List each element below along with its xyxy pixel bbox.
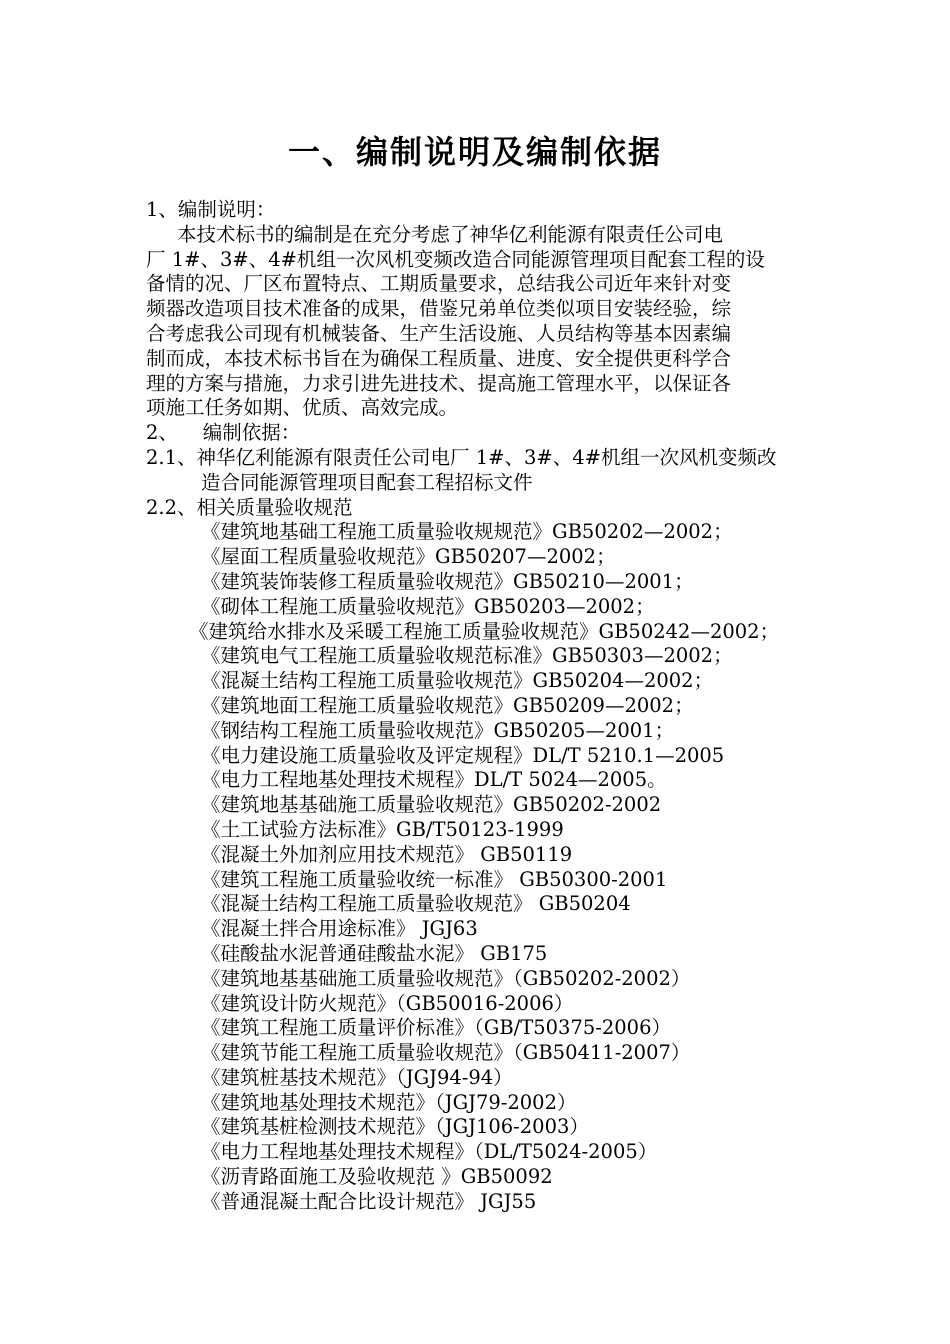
standard-item: 《建筑地面工程施工质量验收规范》GB50209—2002；	[201, 693, 694, 717]
paragraph-line: 厂 1#、3#、4#机组一次风机变频改造合同能源管理项目配套工程的设	[146, 247, 765, 271]
standard-item: 《建筑基桩检测技术规范》（JGJ106-2003）	[201, 1115, 589, 1139]
standard-item: 《建筑设计防火规范》（GB50016-2006）	[201, 991, 574, 1015]
paragraph-line: 项施工任务如期、优质、高效完成。	[146, 396, 459, 420]
standard-item: 《钢结构工程施工质量验收规范》GB50205—2001；	[201, 718, 675, 742]
standard-item: 《建筑节能工程施工质量验收规范》（GB50411-2007）	[201, 1041, 691, 1065]
standard-item: 《建筑给水排水及采暖工程施工质量验收规范》GB50242—2002；	[189, 619, 780, 643]
item-2-1-line: 造合同能源管理项目配套工程招标文件	[201, 470, 533, 494]
page-title: 一、编制说明及编制依据	[287, 133, 662, 171]
paragraph-line: 频器改造项目技术准备的成果，借鉴兄弟单位类似项目安装经验，综	[146, 297, 732, 321]
paragraph-line: 备情的况、厂区布置特点、工期质量要求，总结我公司近年来针对变	[146, 272, 732, 296]
standard-item: 《建筑桩基技术规范》（JGJ94-94）	[201, 1065, 513, 1089]
standard-item: 《建筑工程施工质量评价标准》（GB/T50375-2006）	[201, 1016, 671, 1040]
paragraph-line: 本技术标书的编制是在充分考虑了神华亿利能源有限责任公司电	[177, 222, 724, 246]
standard-item: 《电力工程地基处理技术规程》（DL/T5024-2005）	[201, 1140, 658, 1164]
standard-item: 《普通混凝土配合比设计规范》 JGJ55	[201, 1189, 537, 1213]
paragraph-line: 理的方案与措施，力求引进先进技术、提高施工管理水平，以保证各	[146, 371, 732, 395]
standard-item: 《混凝土外加剂应用技术规范》 GB50119	[201, 842, 573, 866]
standard-item: 《电力工程地基处理技术规程》DL/T 5024—2005。	[201, 768, 667, 792]
standard-item: 《建筑地基础工程施工质量验收规规范》GB50202—2002；	[201, 520, 733, 544]
standard-item: 《沥青路面施工及验收规范 》GB50092	[201, 1165, 553, 1189]
item-2-2-heading: 2.2、相关质量验收规范	[146, 495, 353, 519]
standard-item: 《建筑地基基础施工质量验收规范》GB50202-2002	[201, 793, 662, 817]
standard-item: 《硅酸盐水泥普通硅酸盐水泥》 GB175	[201, 941, 548, 965]
standard-item: 《建筑地基处理技术规范》（JGJ79-2002）	[201, 1090, 577, 1114]
standard-item: 《建筑地基基础施工质量验收规范》（GB50202-2002）	[201, 966, 691, 990]
document-body	[146, 198, 816, 1215]
standard-item: 《混凝土拌合用途标准》 JGJ63	[201, 917, 478, 941]
standard-item: 《混凝土结构工程施工质量验收规范》 GB50204	[201, 892, 631, 916]
section-heading-2: 2、 编制依据：	[146, 421, 301, 445]
standard-item: 《混凝土结构工程施工质量验收规范》GB50204—2002；	[201, 669, 714, 693]
paragraph-line: 合考虑我公司现有机械装备、生产生活设施、人员结构等基本因素编	[146, 321, 732, 345]
standard-item: 《砌体工程施工质量验收规范》GB50203—2002；	[201, 594, 655, 618]
paragraph-line: 制而成，本技术标书旨在为确保工程质量、进度、安全提供更科学合	[146, 346, 732, 370]
standard-item: 《屋面工程质量验收规范》GB50207—2002；	[201, 545, 616, 569]
item-2-1-line: 2.1、神华亿利能源有限责任公司电厂 1#、3#、4#机组一次风机变频改	[146, 445, 777, 469]
standard-item: 《建筑电气工程施工质量验收规范标准》GB50303—2002；	[201, 644, 733, 668]
section-heading-1: 1、编制说明：	[146, 198, 276, 221]
standard-item: 《电力建设施工质量验收及评定规程》DL/T 5210.1—2005	[201, 743, 725, 767]
standard-item: 《建筑工程施工质量验收统一标准》 GB50300-2001	[201, 867, 668, 891]
standard-item: 《土工试验方法标准》GB/T50123-1999	[201, 817, 564, 841]
standard-item: 《建筑装饰装修工程质量验收规范》GB50210—2001；	[201, 569, 694, 593]
